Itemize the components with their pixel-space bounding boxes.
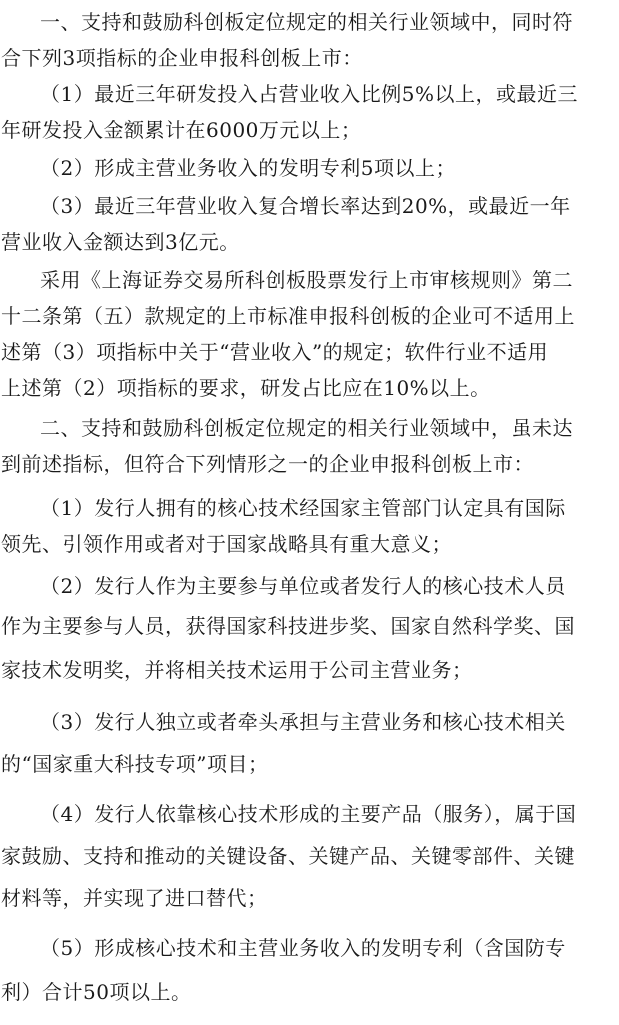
note-paragraph-line-2: 十二条第（五）款规定的上市标准申报科创板的企业可不适用上 (1, 304, 575, 328)
note-paragraph-line-1: 采用《上海证券交易所科创板股票发行上市审核规则》第二 (40, 268, 573, 292)
section-two-heading-line-1: 二、支持和鼓励科创板定位规定的相关行业领域中，虽未达 (40, 416, 573, 440)
criterion-2-line-1: （2）形成主营业务收入的发明专利5项以上； (40, 156, 456, 180)
section-two-heading-line-2: 到前述指标，但符合下列情形之一的企业申报科创板上市： (1, 452, 534, 476)
case-2-line-1: （2）发行人作为主要参与单位或者发行人的核心技术人员 (40, 574, 566, 598)
case-2-line-2: 作为主要参与人员，获得国家科技进步奖、国家自然科学奖、国 (1, 614, 575, 638)
criterion-1-line-1: （1）最近三年研发投入占营业收入比例5%以上，或最近三 (40, 82, 578, 106)
criterion-1-line-2: 年研发投入金额累计在6000万元以上； (1, 118, 362, 142)
case-5-line-2: 利）合计50项以上。 (1, 980, 192, 1004)
note-paragraph-line-4: 上述第（2）项指标的要求，研发占比应在10%以上。 (1, 376, 491, 400)
case-4-line-3: 材料等，并实现了进口替代； (1, 886, 268, 910)
section-one-heading-line-1: 一、支持和鼓励科创板定位规定的相关行业领域中，同时符 (40, 10, 573, 34)
case-1-line-2: 领先、引领作用或者对于国家战略具有重大意义； (1, 532, 452, 556)
note-paragraph-line-3: 述第（3）项指标中关于“营业收入”的规定；软件行业不适用 (1, 340, 549, 364)
case-3-line-1: （3）发行人独立或者牵头承担与主营业务和核心技术相关 (40, 710, 566, 734)
case-4-line-1: （4）发行人依靠核心技术形成的主要产品（服务），属于国 (40, 802, 577, 826)
case-5-line-1: （5）形成核心技术和主营业务收入的发明专利（含国防专 (40, 936, 566, 960)
criterion-3-line-1: （3）最近三年营业收入复合增长率达到20%，或最近一年 (40, 194, 571, 218)
case-3-line-2: 的“国家重大科技专项”项目； (1, 752, 269, 776)
case-1-line-1: （1）发行人拥有的核心技术经国家主管部门认定具有国际 (40, 496, 566, 520)
section-one-heading-line-2: 合下列3项指标的企业申报科创板上市： (1, 46, 363, 70)
case-2-line-3: 家技术发明奖，并将相关技术运用于公司主营业务； (1, 658, 473, 682)
case-4-line-2: 家鼓励、支持和推动的关键设备、关键产品、关键零部件、关键 (1, 844, 575, 868)
criterion-3-line-2: 营业收入金额达到3亿元。 (1, 230, 240, 254)
